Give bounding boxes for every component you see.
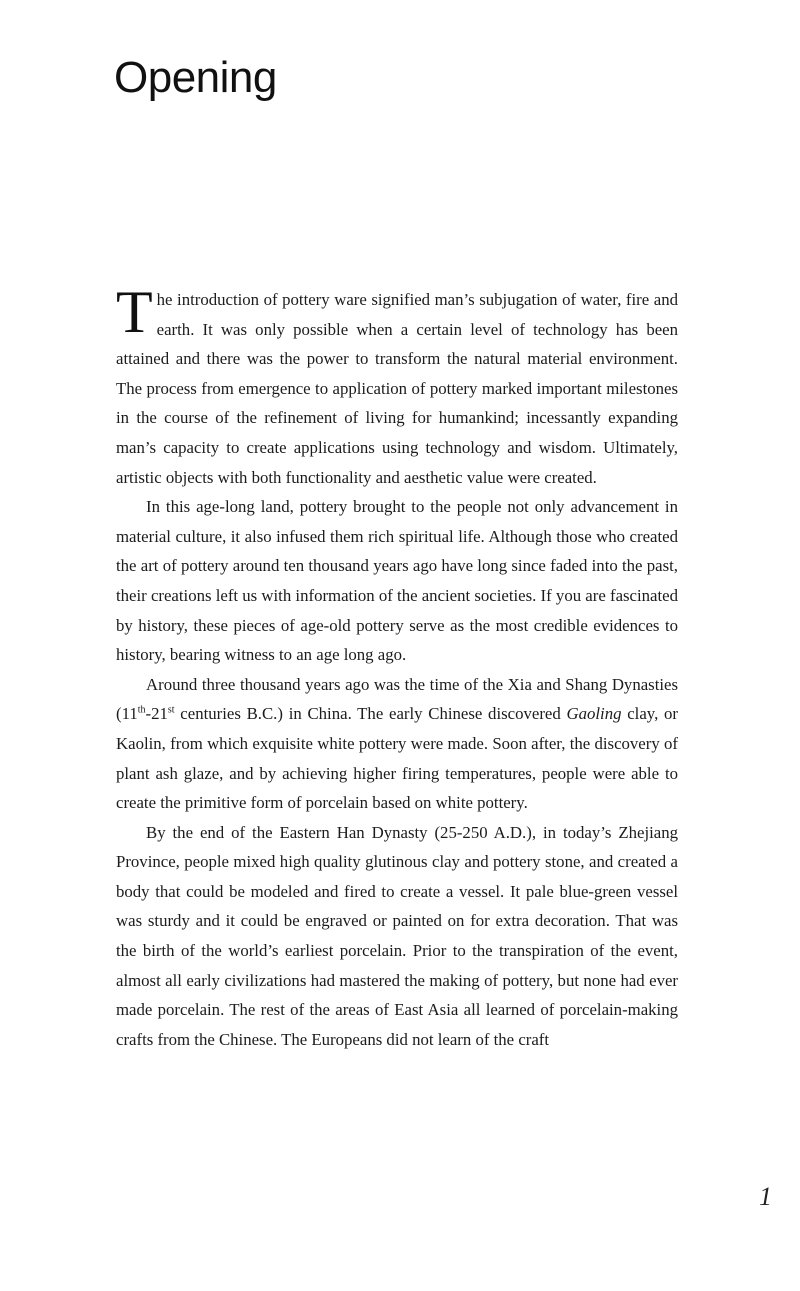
paragraph-1 (116, 279, 678, 492)
body-text (116, 279, 678, 1054)
drop-cap: T (116, 279, 153, 345)
paragraph-4: By the end of the Eastern Han Dynasty (25-250 A.D.), in today’s Zhejiang Province, people mixed high quality glutinous clay and pottery stone, and created a body that could be modeled and fired to create a vessel. It pale blue-green vessel was sturdy and it could be engraved or painted on for extra decoration. That was the birth of the world’s earliest porcelain. Prior to the transpiration of the event, almost all early civilizations had mastered the making of pottery, but none had ever made porcelain. The rest of the areas of East Asia all learned of porcelain-making crafts from the Chinese. The Europeans did not learn of the craft (116, 822, 678, 1049)
superscript-th: th (137, 704, 146, 716)
paragraph-1-text: he introduction of pottery ware signified man’s subjugation of water, fire and earth. It was only possible when a certain level of technology has been attained and there was the power to transform the natural material environment. The process from emergence to application of pottery marked important milestones in the course of the refinement of living for humankind; incessantly expanding man’s capacity to create applications using technology and wisdom. Ultimately, artistic objects with both functionality and aesthetic value were created. (116, 290, 678, 487)
superscript-st: st (167, 704, 175, 716)
paragraph-2: In this age-long land, pottery brought to the people not only advancement in material culture, it also infused them rich spiritual life. Although those who created the art of pottery around ten thousand years ago have long since faded into the past, their creations left us with information of the ancient societies. If you are fascinated by history, these pieces of age-old pottery serve as the most credible evidences to history, bearing witness to an age long ago. (116, 497, 678, 665)
paragraph-3-text-c: centuries B.C.) in China. The early Chinese discovered (174, 704, 567, 724)
paragraph-3 (116, 670, 678, 818)
page-number: 1 (759, 1182, 772, 1211)
paragraph-3-text-d: clay, or Kaolin, from which exquisite white pottery were made. Soon after, the discovery of plant ash glaze, and by achieving higher firing temperatures, people were able to create the primitive form of porcelain based on white pottery. (116, 704, 678, 813)
paragraph-3-text-a: Around three thousand years ago was the time of the Xia and Shang Dynasties (11 (116, 674, 678, 724)
italic-term-gaoling: Gaoling (566, 704, 622, 724)
chapter-title: Opening (114, 53, 277, 102)
paragraph-3-text-b: -21 (145, 704, 168, 724)
